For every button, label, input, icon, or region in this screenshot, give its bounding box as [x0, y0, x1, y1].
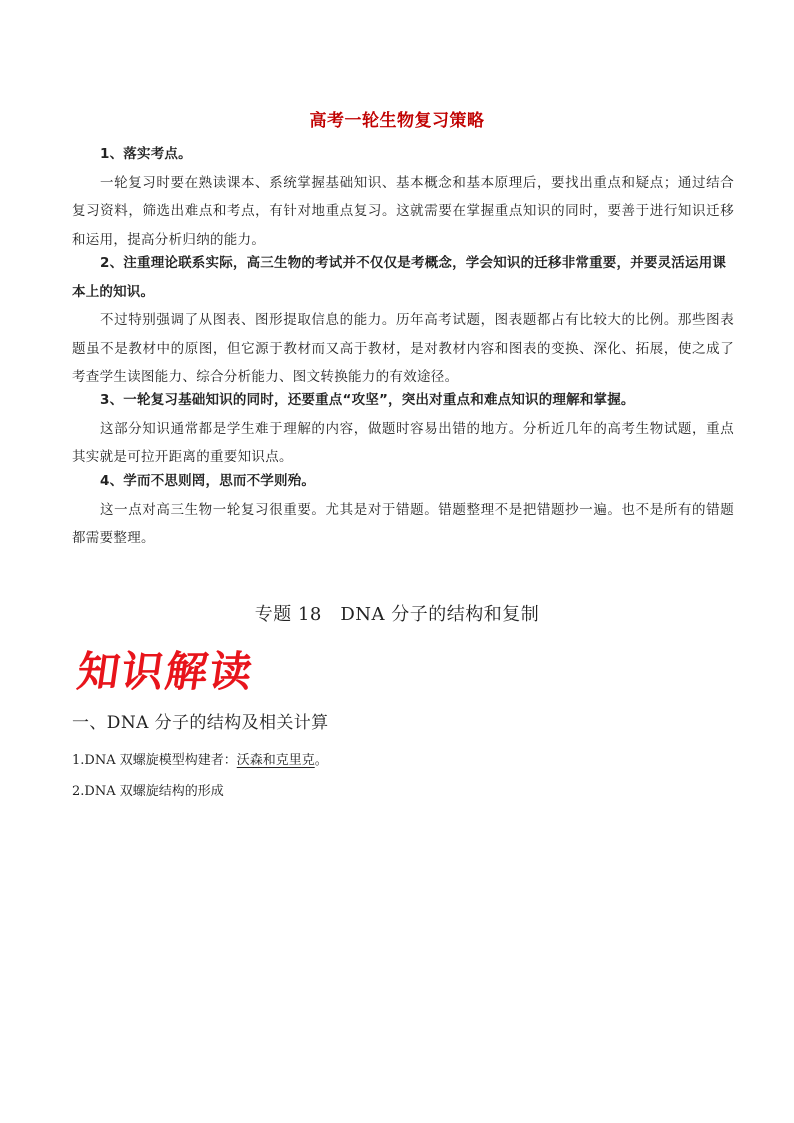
strategy-section-3 [72, 386, 734, 472]
strategy-section-4 [72, 467, 734, 553]
section-heading: 3、一轮复习基础知识的同时，还要重点“攻坚”，突出对重点和难点知识的理解和掌握。 [100, 392, 635, 408]
strategy-section-1 [72, 140, 734, 254]
section-paragraph: 不过特别强调了从图表、图形提取信息的能力。历年高考试题，图表题都占有比较大的比例。那些图表题虽不是教材中的原图，但它源于教材而又高于教材，是对教材内容和图表的变换、深化、拓展，使之成了考查学生读图能力、综合分析能力、图文转换能力的有效途径。 [72, 312, 734, 385]
section-paragraph: 这一点对高三生物一轮复习很重要。尤其是对于错题。错题整理不是把错题抄一遍。也不是所有的错题都需要整理。 [72, 501, 734, 546]
topic-title: 专题 18 DNA 分子的结构和复制 [254, 604, 540, 625]
knowledge-banner: 知识解读 [74, 647, 258, 696]
strategy-section-2 [72, 249, 734, 392]
section-paragraph: 一轮复习时要在熟读课本、系统掌握基础知识、基本概念和基本原理后，要找出重点和疑点；通过结合复习资料，筛选出难点和考点，有针对地重点复习。这就需要在掌握重点知识的同时，要善于进行知识迁移和运用，提高分析归纳的能力。 [72, 174, 734, 248]
strategy-title: 高考一轮生物复习策略 [309, 111, 485, 131]
section-heading: 1、落实考点。 [100, 146, 192, 162]
section-heading: 2、注重理论联系实际，高三生物的考试并不仅仅是考概念，学会知识的迁移非常重要，并要灵活运用课本上的知识。 [72, 255, 727, 300]
list-item-2: 2.DNA 双螺旋结构的形成 [72, 784, 224, 799]
item-suffix: 。 [314, 753, 328, 768]
list-item-1 [72, 749, 328, 768]
section-heading: 4、学而不思则罔，思而不学则殆。 [100, 473, 316, 489]
section-title: 一、DNA 分子的结构及相关计算 [72, 713, 329, 733]
section-paragraph: 这部分知识通常都是学生难于理解的内容，做题时容易出错的地方。分析近几年的高考生物试题，重点其实就是可拉开距离的重要知识点。 [72, 420, 734, 465]
item-prefix: 1.DNA 双螺旋模型构建者： [72, 753, 237, 768]
answer-blank: 沃森和克里克 [236, 753, 315, 768]
